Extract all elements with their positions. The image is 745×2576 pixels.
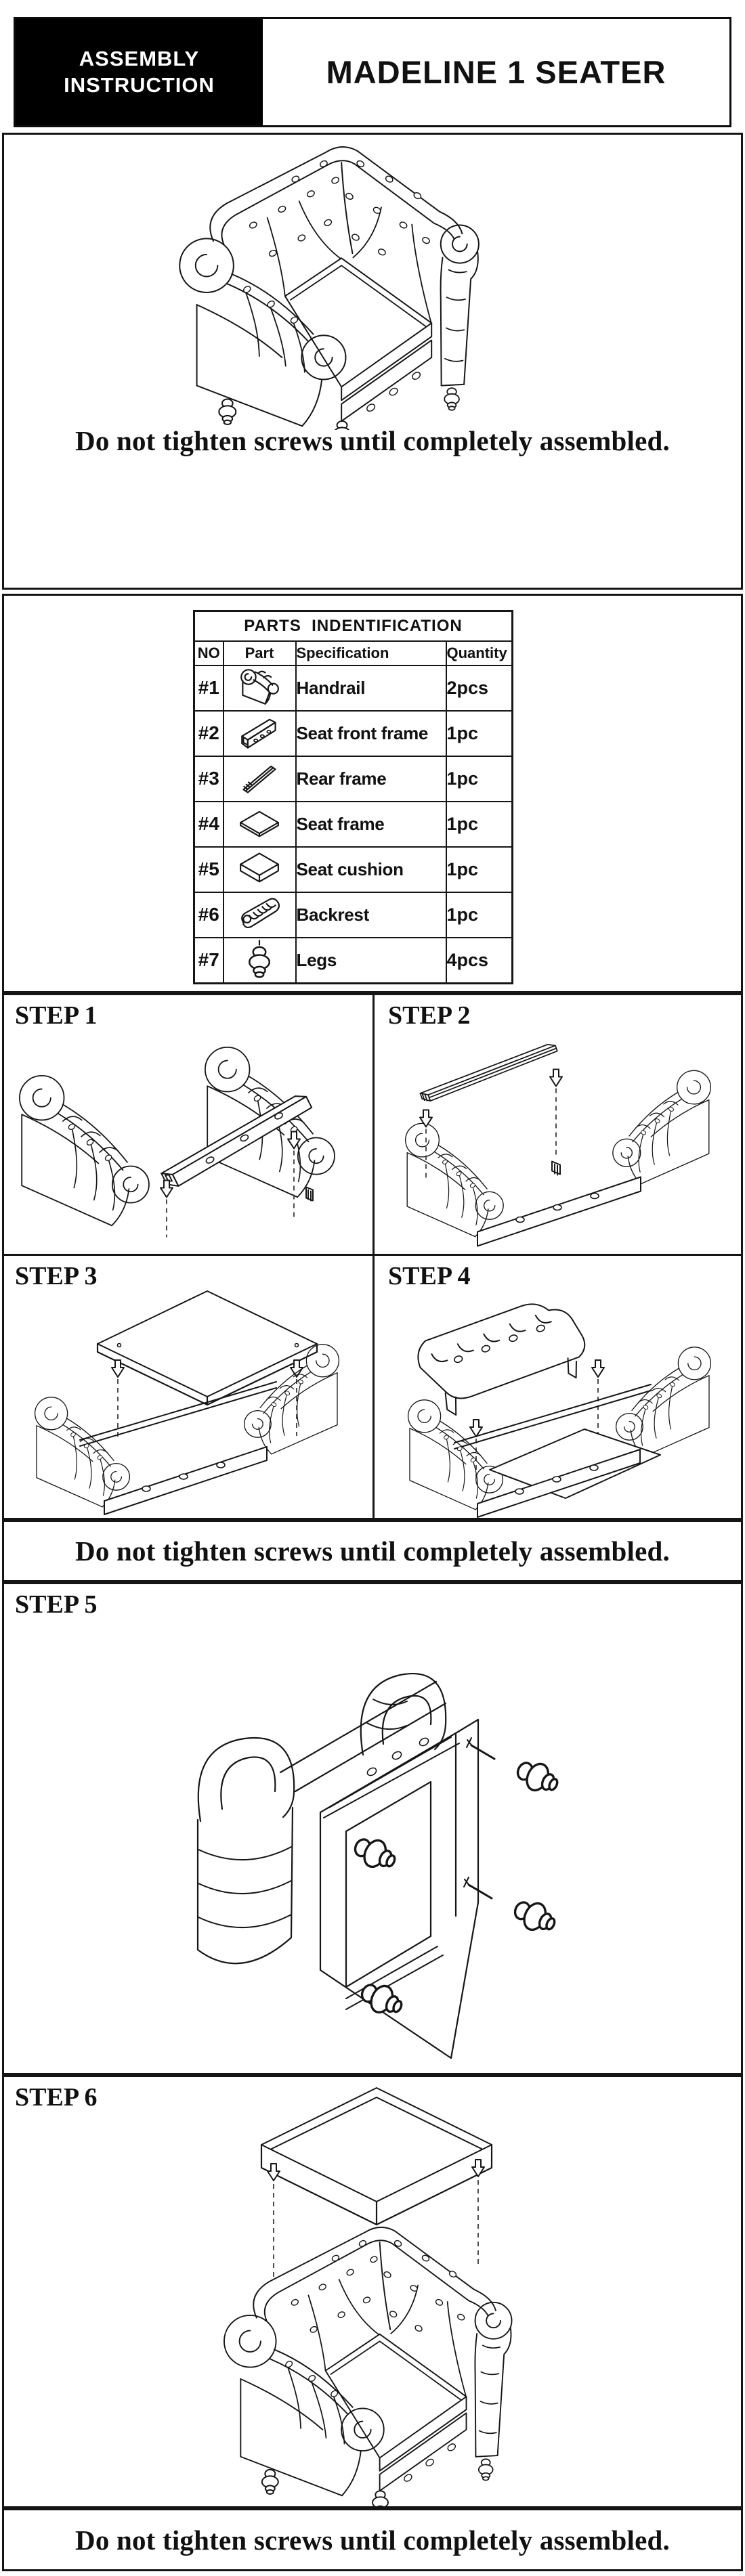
table-row: [194, 892, 513, 938]
part-quantity: 1pc: [446, 847, 513, 892]
parts-table-header-row: [194, 641, 513, 665]
product-title: MADELINE 1 SEATER: [326, 54, 666, 90]
part-specification: Backrest: [296, 892, 446, 938]
part-no: #7: [194, 938, 224, 984]
step-2-panel: [375, 995, 741, 1256]
part-no: #3: [194, 756, 224, 802]
backrest-part-icon: [235, 893, 284, 934]
part-specification: Rear frame: [296, 756, 446, 802]
column-header-specification: Specification: [296, 641, 446, 665]
part-quantity: 1pc: [446, 756, 513, 802]
seat-cushion-part-icon: [235, 848, 284, 888]
assembly-instruction-badge: [16, 19, 263, 125]
part-quantity: 2pcs: [446, 665, 513, 711]
part-no: #1: [194, 665, 224, 711]
column-header-quantity: Quantity: [446, 641, 513, 665]
part-quantity: 1pc: [446, 711, 513, 756]
table-row: [194, 802, 513, 847]
step-6-label: STEP 6: [15, 2083, 98, 2112]
column-header-no: NO: [194, 641, 224, 665]
part-quantity: 4pcs: [446, 938, 513, 984]
badge-line-2: INSTRUCTION: [64, 72, 215, 97]
step-3-label: STEP 3: [15, 1262, 98, 1290]
steps-grid: [2, 993, 743, 1520]
column-header-part: Part: [224, 641, 296, 665]
step-3-panel: [4, 1256, 375, 1518]
part-no: #4: [194, 802, 224, 847]
seat-front-frame-part-icon: [235, 712, 284, 752]
table-row: [194, 938, 513, 984]
part-specification: Legs: [296, 938, 446, 984]
part-specification: Seat front frame: [296, 711, 446, 756]
step-4-label: STEP 4: [388, 1262, 471, 1290]
step-5-illustration: [4, 1584, 741, 2073]
warning-bar: [2, 2508, 743, 2571]
part-no: #5: [194, 847, 224, 892]
rear-frame-part-icon: [235, 757, 284, 798]
part-no: #6: [194, 892, 224, 938]
part-no: #2: [194, 711, 224, 756]
table-row: [194, 756, 513, 802]
warning-text: Do not tighten screws until completely assembled.: [75, 2524, 670, 2556]
table-row: [194, 665, 513, 711]
step-5-panel: [2, 1582, 743, 2075]
step-2-illustration: [375, 995, 741, 1254]
warning-bar: [2, 1520, 743, 1582]
part-specification: Seat cushion: [296, 847, 446, 892]
legs-part-icon: [235, 938, 284, 979]
assembled-chair-illustration: [4, 143, 744, 430]
seat-frame-part-icon: [235, 802, 284, 843]
assembled-view-panel: [2, 133, 743, 590]
header: [14, 17, 731, 127]
step-2-label: STEP 2: [388, 1001, 471, 1030]
part-quantity: 1pc: [446, 802, 513, 847]
step-5-label: STEP 5: [15, 1590, 98, 1619]
step-4-illustration: [375, 1256, 741, 1518]
step-6-panel: [2, 2075, 743, 2508]
parts-table: [193, 610, 513, 984]
step-1-panel: [4, 995, 375, 1256]
part-specification: Seat frame: [296, 802, 446, 847]
step-1-label: STEP 1: [15, 1001, 98, 1030]
table-row: [194, 847, 513, 892]
step-6-illustration: [4, 2077, 741, 2506]
step-3-illustration: [4, 1256, 372, 1518]
part-specification: Handrail: [296, 665, 446, 711]
part-quantity: 1pc: [446, 892, 513, 938]
parts-table-title: PARTS INDENTIFICATION: [194, 611, 513, 641]
step-4-panel: [375, 1256, 741, 1518]
step-1-illustration: [4, 995, 372, 1254]
table-row: [194, 711, 513, 756]
parts-identification-panel: [2, 594, 743, 993]
handrail-part-icon: [235, 666, 284, 707]
badge-line-1: ASSEMBLY: [79, 46, 200, 70]
warning-text: Do not tighten screws until completely assembled.: [75, 425, 670, 456]
warning-text: Do not tighten screws until completely assembled.: [75, 1535, 670, 1567]
